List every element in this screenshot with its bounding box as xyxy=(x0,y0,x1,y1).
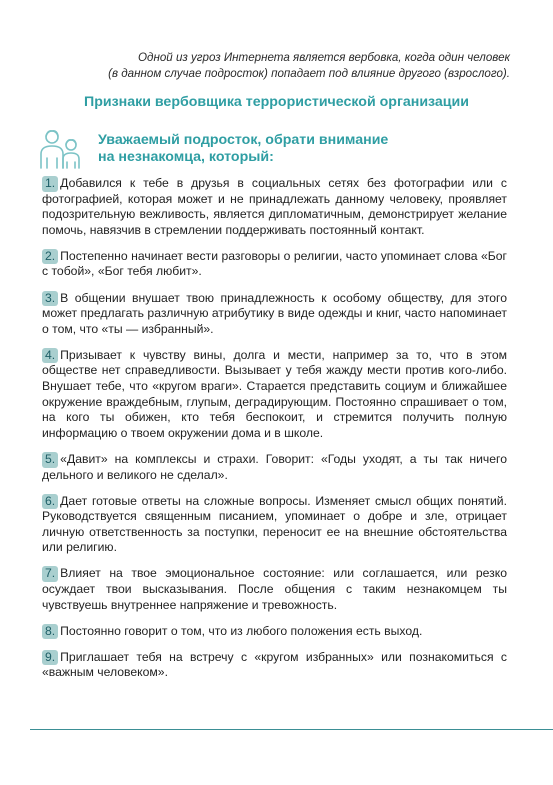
subheading-line-1: Уважаемый подросток, обрати внимание xyxy=(98,132,389,148)
intro-line-2: (в данном случае подросток) попадает под влияние другого (взрослого). xyxy=(108,66,510,80)
item-number-badge: 8. xyxy=(42,624,58,640)
item-number-badge: 1. xyxy=(42,176,58,192)
list-item xyxy=(42,291,507,338)
section-heading: Признаки вербовщика террористической организации xyxy=(84,94,469,110)
item-text: Добавился к тебе в друзья в социальных сетях без фотографии или с фотографией, которая может и не принадлежать данному человеку, проявляет подозрительную вежливость, является дипломатичным, демонстрирует желание помочь, навязчив в стремлении поддерживать постоянный контакт. xyxy=(42,176,507,237)
item-number-badge: 2. xyxy=(42,249,58,265)
item-text: Призывает к чувству вины, долга и мести, например за то, что в этом обществе нет справедливости. Вызывает у тебя жажду мести против кого-либо. Внушает тебе, что «кругом враги». Старается представить социум и ближайшее окружение враждебным, глупым, деградирующим. Постоянно спрашивает о том, на кого ты обижен, кто тебя беспокоит, и стремится получить полную информацию о твоем окружении дома и в школе. xyxy=(42,347,507,440)
intro-line-1: Одной из угроз Интернета является вербовка, когда один человек xyxy=(138,51,510,64)
item-text: Дает готовые ответы на сложные вопросы. Изменяет смысл общих понятий. Руководствуется священным писанием, упоминает о добре и зле, отрицает личную ответственность за поступки, переносит ее на внешние обстоятельства или религию. xyxy=(42,493,507,555)
item-number-badge: 6. xyxy=(42,494,58,510)
list-item xyxy=(42,249,507,280)
item-text: Постепенно начинает вести разговоры о религии, часто упоминает слова «Бог с тобой», «Бог тебя любит». xyxy=(42,248,507,279)
subheading-block xyxy=(38,128,508,172)
list-item xyxy=(42,176,507,238)
bottom-divider xyxy=(30,729,553,730)
item-number-badge: 7. xyxy=(42,566,58,582)
subheading-line-2: на незнакомца, который: xyxy=(98,149,274,165)
item-text: В общении внушает твою принадлежность к особому обществу, для этого может предлагать различную атрибутику в виде одежды и книг, часто напоминает о том, что «ты — избранный». xyxy=(42,290,507,336)
list-item xyxy=(42,452,507,483)
item-number-badge: 5. xyxy=(42,452,58,468)
item-text: «Давит» на комплексы и страхи. Говорит: «Годы уходят, а ты так ничего дельного и великого не сделал». xyxy=(42,451,507,482)
list-item xyxy=(42,650,507,681)
list-item xyxy=(42,566,507,613)
item-text: Влияет на твое эмоциональное состояние: или соглашается, или резко осуждает твои высказывания. После общения с таким незнакомцем ты чувствуешь внутреннее напряжение и тревожность. xyxy=(42,566,507,612)
intro-text xyxy=(30,50,510,81)
item-number-badge: 4. xyxy=(42,348,58,364)
list-item xyxy=(42,494,507,556)
signs-list xyxy=(42,176,507,692)
list-item xyxy=(42,348,507,442)
item-number-badge: 9. xyxy=(42,650,58,666)
list-item xyxy=(42,624,507,640)
parent-child-icon xyxy=(38,128,84,170)
item-number-badge: 3. xyxy=(42,291,58,307)
item-text: Приглашает тебя на встречу с «кругом избранных» или познакомиться с «важным человеком». xyxy=(42,649,507,680)
item-text: Постоянно говорит о том, что из любого положения есть выход. xyxy=(60,623,423,638)
subheading-title xyxy=(98,132,498,166)
